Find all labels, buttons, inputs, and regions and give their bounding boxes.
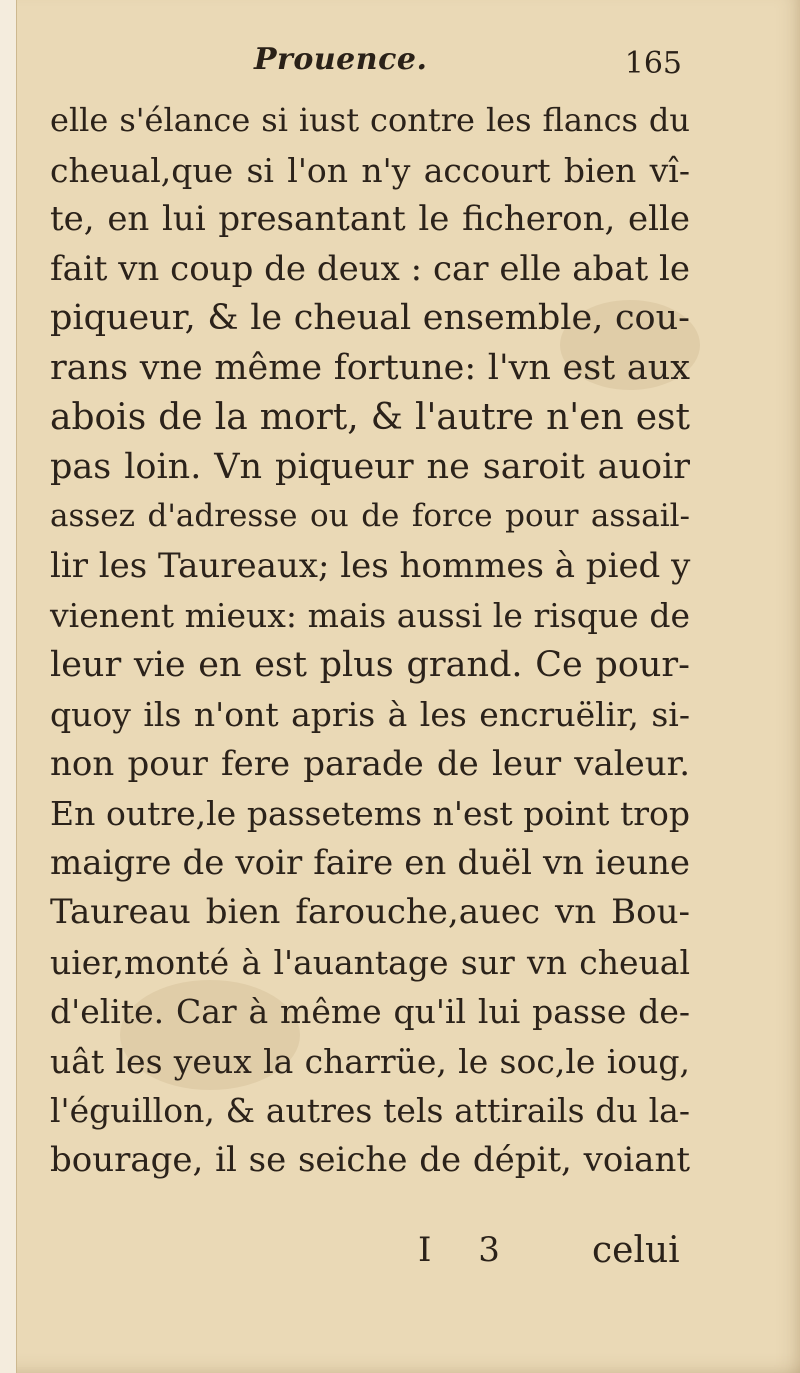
text-line: quoy ils n'ont apris à les encruëlir, si-	[50, 695, 690, 734]
text-line: vienent mieux: mais aussi le risque de	[50, 596, 690, 635]
text-line: uier,monté à l'auantage sur vn cheual	[50, 942, 690, 982]
text-line: lir les Taureaux; les hommes à pied y	[50, 545, 691, 586]
catchword: celui	[592, 1230, 680, 1271]
text-line: rans vne même fortune: l'vn est aux	[50, 347, 690, 388]
text-line: bourage, il se seiche de dépit, voiant	[50, 1139, 690, 1180]
text-line: l'éguillon, & autres tels attirails du la-	[50, 1091, 690, 1130]
catchline	[0, 1230, 800, 1280]
text-line: piqueur, & le cheual ensemble, cou-	[50, 298, 690, 338]
text-line: non pour fere parade de leur valeur.	[50, 743, 690, 784]
signature-mark: I 3	[418, 1230, 518, 1270]
page-edge	[0, 0, 17, 1373]
text-line: Taureau bien farouche,auec vn Bou-	[50, 892, 690, 932]
text-line: maigre de voir faire en duël vn ieune	[50, 842, 690, 883]
text-line: abois de la mort, & l'autre n'en est	[50, 397, 690, 438]
text-line: leur vie en est plus grand. Ce pour-	[50, 644, 690, 685]
text-line: d'elite. Car à même qu'il lui passe de-	[50, 992, 690, 1031]
page-number: 165	[624, 46, 682, 81]
text-line: cheual,que si l'on n'y accourt bien vî-	[50, 150, 690, 190]
text-line: uât les yeux la charrüe, le soc,le ioug,	[50, 1041, 690, 1081]
text-line: pas loin. Vn piqueur ne saroit auoir	[50, 446, 690, 487]
running-title: Prouence.	[254, 42, 428, 77]
running-head	[0, 42, 800, 90]
text-line: te, en lui presantant le ficheron, elle	[50, 199, 690, 239]
body-text	[50, 96, 690, 1185]
text-line: fait vn coup de deux : car elle abat le	[50, 248, 690, 289]
text-line: En outre,le passetems n'est point trop	[50, 794, 690, 833]
text-line: assez d'adresse ou de force pour assail-	[50, 498, 690, 534]
text-line: elle s'élance si iust contre les flancs du	[50, 101, 690, 139]
